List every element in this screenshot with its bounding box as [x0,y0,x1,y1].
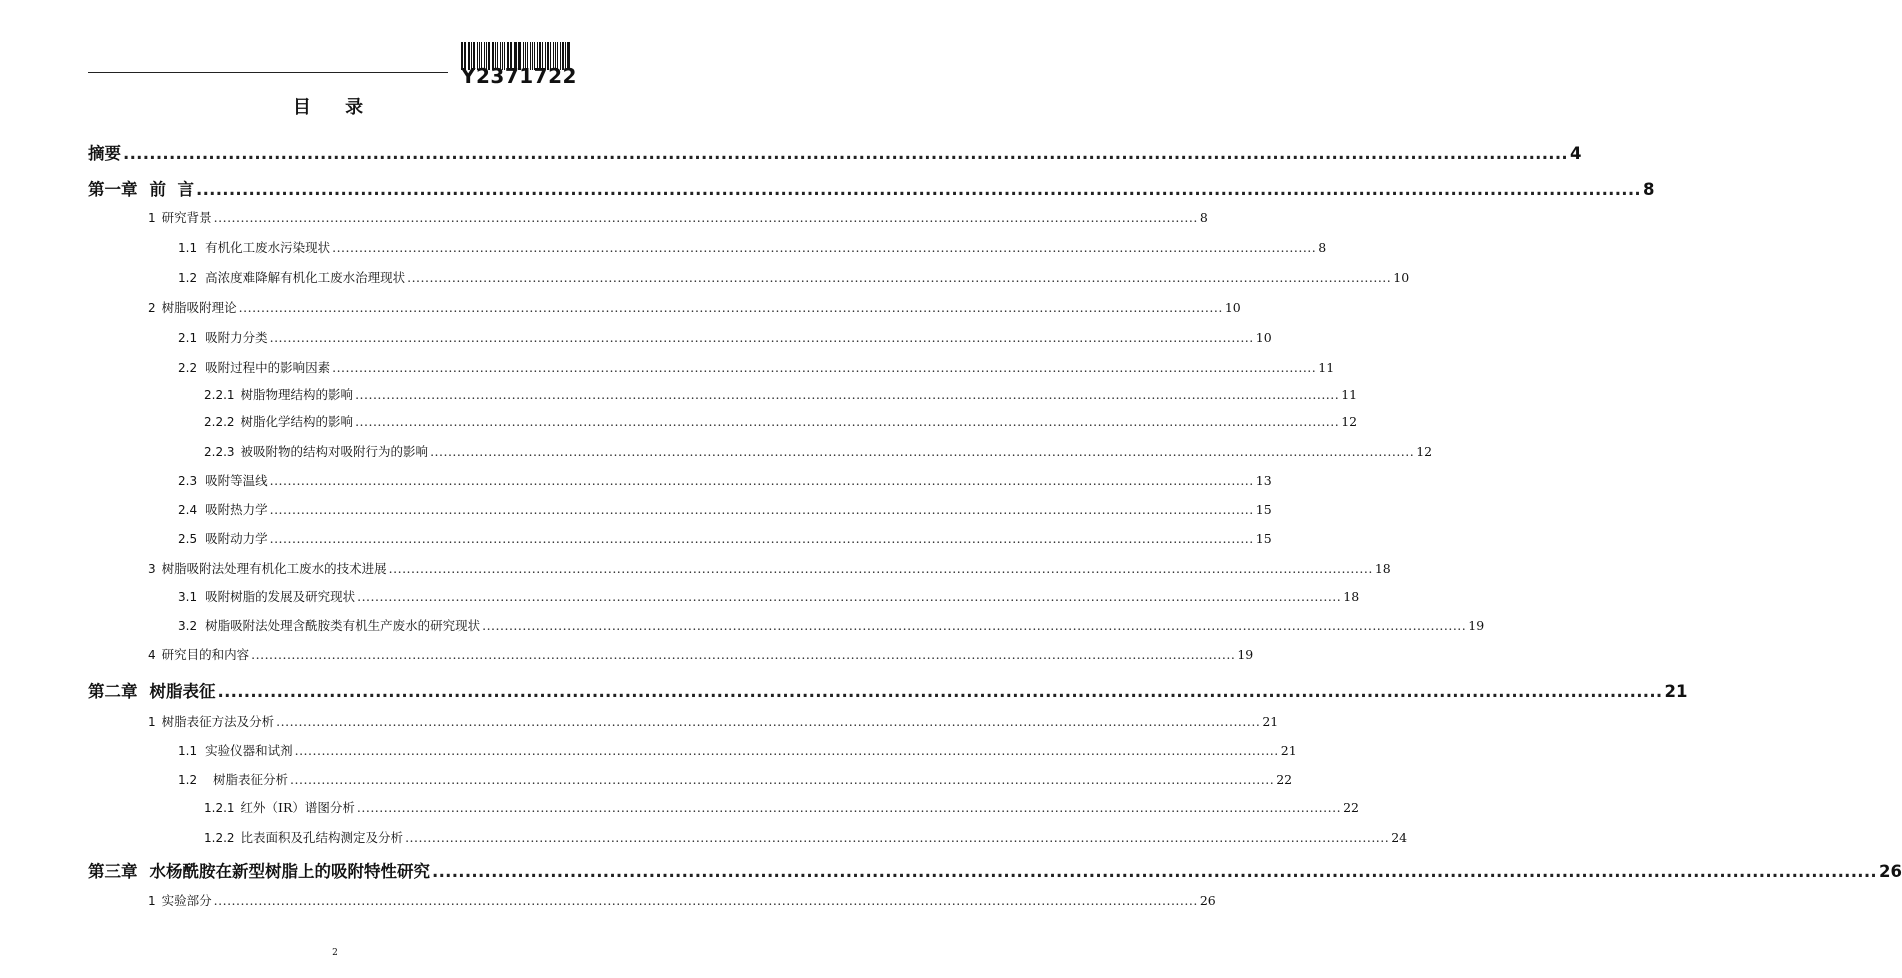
toc-entry-number: 1 [148,894,156,908]
toc-entry-heading [148,712,274,730]
toc-entry-number: 1.2 [178,271,198,285]
toc-entry-s1[interactable] [148,208,1208,226]
toc-entry-ch3[interactable] [88,858,1902,882]
toc-entry-heading [178,328,268,346]
toc-leader-dots: ............................................................................................................................................................................................................................ [269,330,1254,345]
toc-entry-page: 8 [1318,240,1327,255]
toc-entry-heading [178,770,288,788]
toc-entry-label: 被吸附物的结构对吸附行为的影响 [240,444,429,459]
toc-entry-number: 1.1 [178,241,198,255]
toc-entry-ch2[interactable] [88,678,1688,702]
toc-entry-abstract[interactable] [88,140,1582,164]
toc-entry-heading [178,238,330,256]
toc-entry-heading [148,891,212,909]
toc-entry-number: 2.2.3 [204,445,235,459]
page-number: 2 [332,948,338,958]
toc-leader-dots: ............................................................................................................................................................................................................................ [332,360,1317,375]
toc-entry-label: 前 言 [149,180,194,199]
toc-leader-dots: ............................................................................................................................................................................................................................ [213,893,1198,908]
toc-leader-dots: ............................................................................................................................................................................................................................ [432,862,1877,881]
toc-entry-number: 2.4 [178,503,198,517]
toc-entry-page: 26 [1199,893,1216,908]
toc-entry-heading [178,471,268,489]
toc-entry-label: 树脂化学结构的影响 [240,414,354,429]
toc-entry-number: 第一章 [88,180,138,199]
toc-entry-s4[interactable] [148,645,1254,663]
toc-entry-s3-1[interactable] [178,587,1360,605]
toc-entry-s2-2-1[interactable] [204,385,1358,403]
toc-entry-heading [88,858,430,882]
toc-entry-label: 吸附过程中的影响因素 [205,360,331,375]
toc-entry-c2s1[interactable] [148,712,1279,730]
toc-entry-heading [148,559,387,577]
toc-leader-dots: ............................................................................................................................................................................................................................ [276,714,1261,729]
toc-entry-number: 1.1 [178,744,198,758]
toc-entry-heading [204,798,355,816]
toc-entry-s2[interactable] [148,298,1241,316]
toc-leader-dots: ............................................................................................................................................................................................................................ [294,743,1279,758]
toc-entry-number: 第三章 [88,862,138,881]
toc-entry-page: 12 [1416,444,1433,459]
toc-entry-c2s1-2-1[interactable] [204,798,1359,816]
toc-entry-label: 水杨酰胺在新型树脂上的吸附特性研究 [149,862,430,881]
toc-entry-label: 树脂表征分析 [205,772,289,787]
toc-entry-label: 研究目的和内容 [161,647,250,662]
toc-entry-s1-1[interactable] [178,238,1327,256]
toc-entry-number: 3.1 [178,590,198,604]
toc-leader-dots: ............................................................................................................................................................................................................................ [388,561,1373,576]
barcode-id: Y2371722 [461,64,577,88]
toc-entry-c2s1-2[interactable] [178,770,1293,788]
toc-entry-page: 19 [1237,647,1254,662]
toc-leader-dots: ............................................................................................................................................................................................................................ [196,180,1641,199]
toc-entry-number: 1 [148,715,156,729]
toc-entry-s3[interactable] [148,559,1391,577]
toc-entry-number: 2.2.1 [204,388,235,402]
toc-entry-heading [88,678,216,702]
toc-entry-c3s1[interactable] [148,891,1216,909]
toc-entry-page: 26 [1878,862,1902,881]
toc-entry-heading [88,176,194,200]
toc-entry-number: 2.2.2 [204,415,235,429]
toc-entry-number: 1 [148,211,156,225]
toc-entry-c2s1-1[interactable] [178,741,1297,759]
toc-entry-label: 实验仪器和试剂 [205,743,293,758]
toc-entry-heading [178,616,480,634]
toc-entry-number: 4 [148,648,156,662]
toc-entry-heading [204,442,428,460]
toc-leader-dots: ............................................................................................................................................................................................................................ [269,502,1254,517]
toc-entry-number: 2.3 [178,474,198,488]
toc-entry-label: 树脂物理结构的影响 [240,387,354,402]
toc-entry-page: 15 [1255,531,1272,546]
toc-leader-dots: ............................................................................................................................................................................................................................ [355,387,1340,402]
toc-entry-label: 树脂表征 [149,682,216,701]
toc-entry-label: 吸附等温线 [205,473,268,488]
toc-leader-dots: ............................................................................................................................................................................................................................ [213,210,1198,225]
toc-entry-page: 4 [1569,144,1582,163]
toc-leader-dots: ............................................................................................................................................................................................................................ [356,800,1342,815]
toc-entry-heading [178,358,330,376]
toc-entry-label: 吸附树脂的发展及研究现状 [205,589,356,604]
toc-entry-ch1[interactable] [88,176,1655,200]
toc-leader-dots: ............................................................................................................................................................................................................................ [269,531,1254,546]
toc-entry-heading [88,140,121,164]
toc-leader-dots: ............................................................................................................................................................................................................................ [251,647,1236,662]
toc-entry-s2-5[interactable] [178,529,1272,547]
toc-entry-page: 11 [1318,360,1335,375]
toc-entry-heading [204,385,353,403]
toc-entry-page: 19 [1468,618,1485,633]
toc-entry-label: 树脂吸附法处理含酰胺类有机生产废水的研究现状 [205,618,481,633]
toc-entry-label: 实验部分 [161,893,212,908]
toc-entry-label: 摘要 [88,144,121,163]
toc-entry-number: 1.2.2 [204,831,235,845]
toc-leader-dots: ............................................................................................................................................................................................................................ [405,830,1390,845]
header-rule [88,72,448,73]
toc-entry-number: 1.2 [178,773,198,787]
toc-entry-number: 2 [148,301,156,315]
toc-entry-s2-2-2[interactable] [204,412,1358,430]
toc-entry-number: 2.1 [178,331,198,345]
toc-entry-heading [148,298,237,316]
toc-entry-s1-2[interactable] [178,268,1410,286]
toc-entry-page: 24 [1391,830,1408,845]
toc-entry-page: 22 [1276,772,1293,787]
toc-entry-page: 21 [1664,682,1688,701]
page-title: 目 录 [292,97,378,118]
toc-entry-page: 22 [1343,800,1359,815]
toc-entry-label: 高浓度难降解有机化工废水治理现状 [205,270,406,285]
toc-entry-page: 10 [1255,330,1272,345]
toc-leader-dots: ............................................................................................................................................................................................................................ [357,589,1342,604]
toc-entry-label: 红外（IR）谱图分析 [240,800,355,815]
toc-entry-heading [178,268,405,286]
toc-entry-s2-3[interactable] [178,471,1272,489]
toc-entry-page: 8 [1199,210,1208,225]
toc-entry-s3-2[interactable] [178,616,1485,634]
toc-leader-dots: ............................................................................................................................................................................................................................ [482,618,1467,633]
toc-entry-label: 树脂吸附法处理有机化工废水的技术进展 [161,561,387,576]
toc-entry-heading [204,828,403,846]
toc-leader-dots: ............................................................................................................................................................................................................................ [407,270,1392,285]
toc-entry-label: 树脂吸附理论 [161,300,237,315]
toc-entry-heading [204,412,353,430]
toc-entry-heading [178,587,355,605]
toc-entry-s2-2-3[interactable] [204,442,1433,460]
toc-entry-heading [178,500,268,518]
toc-entry-label: 比表面积及孔结构测定及分析 [240,830,404,845]
toc-entry-s2-4[interactable] [178,500,1272,518]
toc-entry-heading [178,741,293,759]
toc-leader-dots: ............................................................................................................................................................................................................................ [290,772,1275,787]
toc-entry-number: 3 [148,562,156,576]
toc-entry-number: 3.2 [178,619,198,633]
toc-entry-page: 21 [1280,743,1297,758]
toc-entry-label: 吸附热力学 [205,502,268,517]
toc-entry-number: 2.5 [178,532,198,546]
toc-entry-page: 18 [1343,589,1360,604]
toc-entry-label: 树脂表征方法及分析 [161,714,275,729]
toc-leader-dots: ............................................................................................................................................................................................................................ [332,240,1317,255]
toc-entry-heading [148,208,212,226]
toc-leader-dots: ............................................................................................................................................................................................................................ [269,473,1254,488]
toc-entry-label: 吸附力分类 [205,330,268,345]
toc-entry-label: 有机化工废水污染现状 [205,240,331,255]
toc-entry-label: 吸附动力学 [205,531,268,546]
toc-leader-dots: ............................................................................................................................................................................................................................ [430,444,1415,459]
toc-entry-page: 18 [1374,561,1391,576]
toc-entry-page: 11 [1341,387,1358,402]
toc-leader-dots: ............................................................................................................................................................................................................................ [217,682,1663,701]
toc-entry-heading [148,645,249,663]
toc-entry-page: 13 [1255,473,1272,488]
toc-entry-s2-1[interactable] [178,328,1272,346]
toc-entry-page: 12 [1341,414,1358,429]
toc-entry-number: 第二章 [88,682,138,701]
toc-entry-page: 15 [1255,502,1272,517]
toc-leader-dots: ............................................................................................................................................................................................................................ [238,300,1223,315]
toc-entry-label: 研究背景 [161,210,212,225]
toc-entry-page: 21 [1262,714,1279,729]
toc-entry-s2-2[interactable] [178,358,1335,376]
toc-entry-page: 10 [1224,300,1241,315]
toc-leader-dots: ............................................................................................................................................................................................................................ [355,414,1340,429]
toc-entry-c2s1-2-2[interactable] [204,828,1408,846]
toc-entry-page: 10 [1393,270,1410,285]
toc-entry-number: 1.2.1 [204,801,235,815]
toc-leader-dots: ............................................................................................................................................................................................................................ [123,144,1568,163]
toc-entry-page: 8 [1642,180,1655,199]
toc-entry-number: 2.2 [178,361,198,375]
toc-entry-heading [178,529,268,547]
